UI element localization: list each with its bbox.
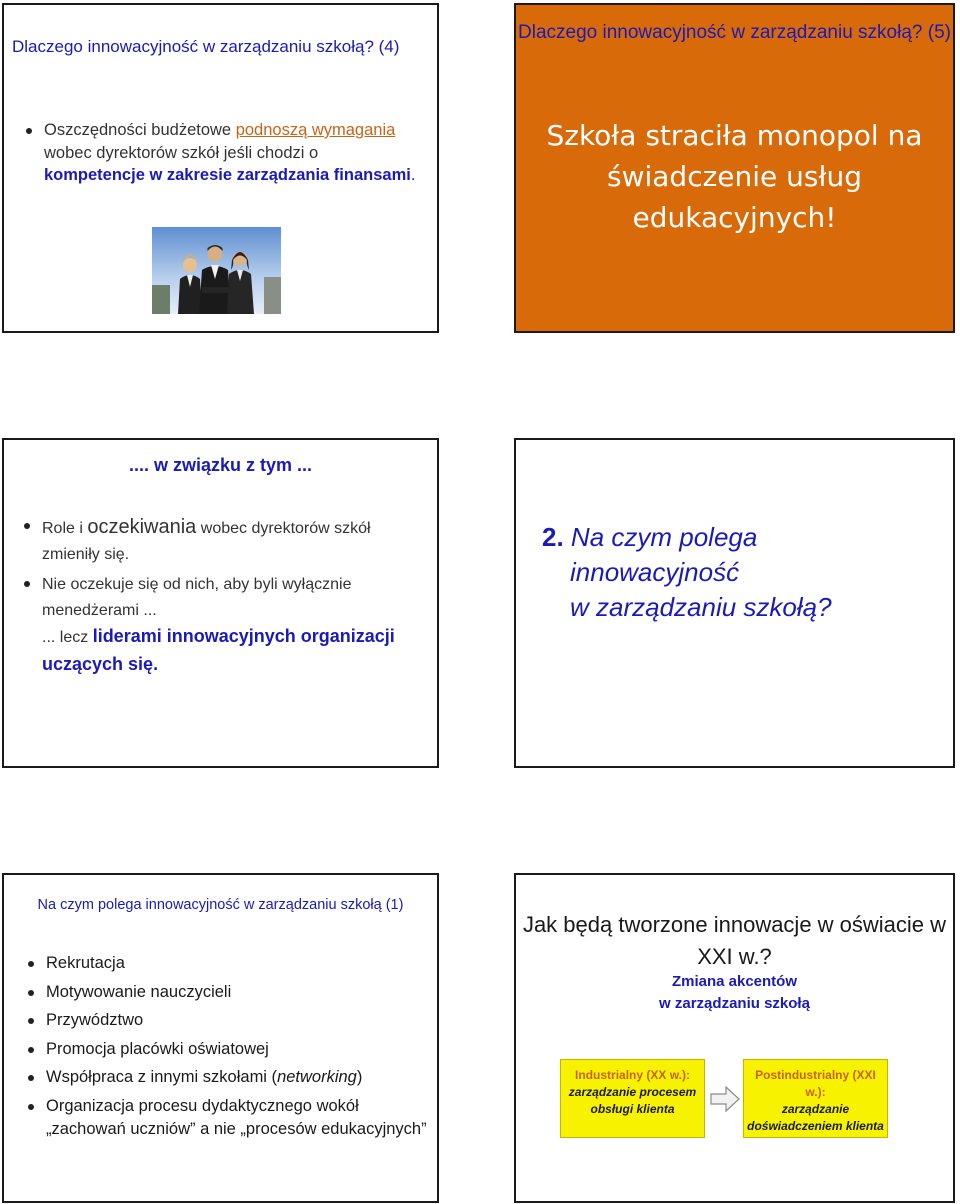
slide-6-title: Jak będą tworzone innowacje w oświacie w XXI w.?: [522, 912, 947, 969]
bullet-text: Współpraca z innymi szkołami (: [46, 1068, 278, 1086]
subtitle-line-2: w zarządzaniu szkołą: [659, 995, 810, 1012]
list-item: Promocja placówki oświatowej: [28, 1038, 428, 1061]
list-item: [24, 514, 424, 568]
slide-3-title: .... w związku z tym ...: [128, 455, 313, 475]
slide-3-bullets: [24, 514, 424, 624]
section-number: 2.: [542, 522, 564, 552]
slide-3: [2, 438, 439, 768]
list-item: Motywowanie nauczycieli: [28, 981, 428, 1004]
list-item: [28, 1066, 428, 1089]
heading-line-2: innowacyjność: [570, 557, 740, 587]
heading-line-1: Na czym polega: [570, 522, 758, 552]
bullet-text: Role i: [42, 520, 88, 537]
business-team-photo: [152, 227, 281, 314]
list-item: [24, 572, 424, 624]
slide-4: [514, 438, 955, 768]
bullet-text: wobec dyrektorów szkół jeśli chodzi o: [44, 143, 319, 162]
heading-line-3: w zarządzaniu szkołą?: [570, 592, 832, 622]
slide-1-bullets: [26, 119, 418, 187]
section-heading: [542, 520, 832, 625]
right-arrow-icon: [710, 1085, 740, 1113]
bullet-text: ): [356, 1068, 363, 1086]
slide-2-title: Dlaczego innowacyjność w zarządzaniu szkołą? (5): [518, 22, 951, 43]
slide-6-subtitle: [516, 971, 953, 1015]
conclusion-emphasis: liderami innowacyjnych organizacji uczących się.: [42, 626, 395, 674]
slide-1: [2, 3, 439, 333]
list-item: Rekrutacja: [28, 952, 428, 975]
slide-5-bullets: [28, 952, 428, 1146]
bullet-emphasis: kompetencje w zakresie zarządzania finansami: [44, 166, 411, 184]
slide-2-statement: Szkoła straciła monopol na świadczenie usług edukacyjnych!: [546, 119, 923, 234]
bullet-emphasis: networking: [277, 1068, 357, 1086]
slide-2: [514, 3, 955, 333]
slide-6: [514, 873, 955, 1203]
bullet-emphasis: oczekiwania: [87, 516, 197, 538]
slide-5: [2, 873, 439, 1203]
slide-1-title: Dlaczego innowacyjność w zarządzaniu szkołą? (4): [12, 37, 400, 56]
bullet-text: .: [410, 166, 416, 184]
link[interactable]: podnoszą wymagania: [235, 121, 396, 139]
postindustrial-box-heading: Postindustrialny (XXI w.):: [755, 1068, 876, 1099]
postindustrial-box-body: zarządzanie doświadczeniem klienta: [747, 1102, 884, 1133]
list-item: Przywództwo: [28, 1009, 428, 1032]
bullet-text: Oszczędności budżetowe: [44, 121, 236, 139]
industrial-box-body: zarządzanie procesem obsługi klienta: [568, 1085, 697, 1116]
slide-5-title: Na czym polega innowacyjność w zarządzaniu szkołą (1): [37, 897, 404, 913]
bullet-text: wobec dyrektorów szkół zmieniły się.: [42, 520, 371, 563]
slide-3-conclusion: [42, 623, 432, 679]
industrial-box: [560, 1059, 705, 1138]
bullet-text: Nie oczekuje się od nich, aby byli wyłącznie menedżerami ...: [42, 576, 352, 619]
list-item: [26, 119, 418, 187]
industrial-box-heading: Industrialny (XX w.):: [575, 1068, 690, 1082]
conclusion-lead: ... lecz: [42, 629, 93, 646]
list-item: Organizacja procesu dydaktycznego wokół „zachowań uczniów” a nie „procesów edukacyjnych”: [28, 1095, 428, 1141]
subtitle-line-1: Zmiana akcentów: [671, 973, 798, 990]
postindustrial-box: [743, 1059, 888, 1138]
